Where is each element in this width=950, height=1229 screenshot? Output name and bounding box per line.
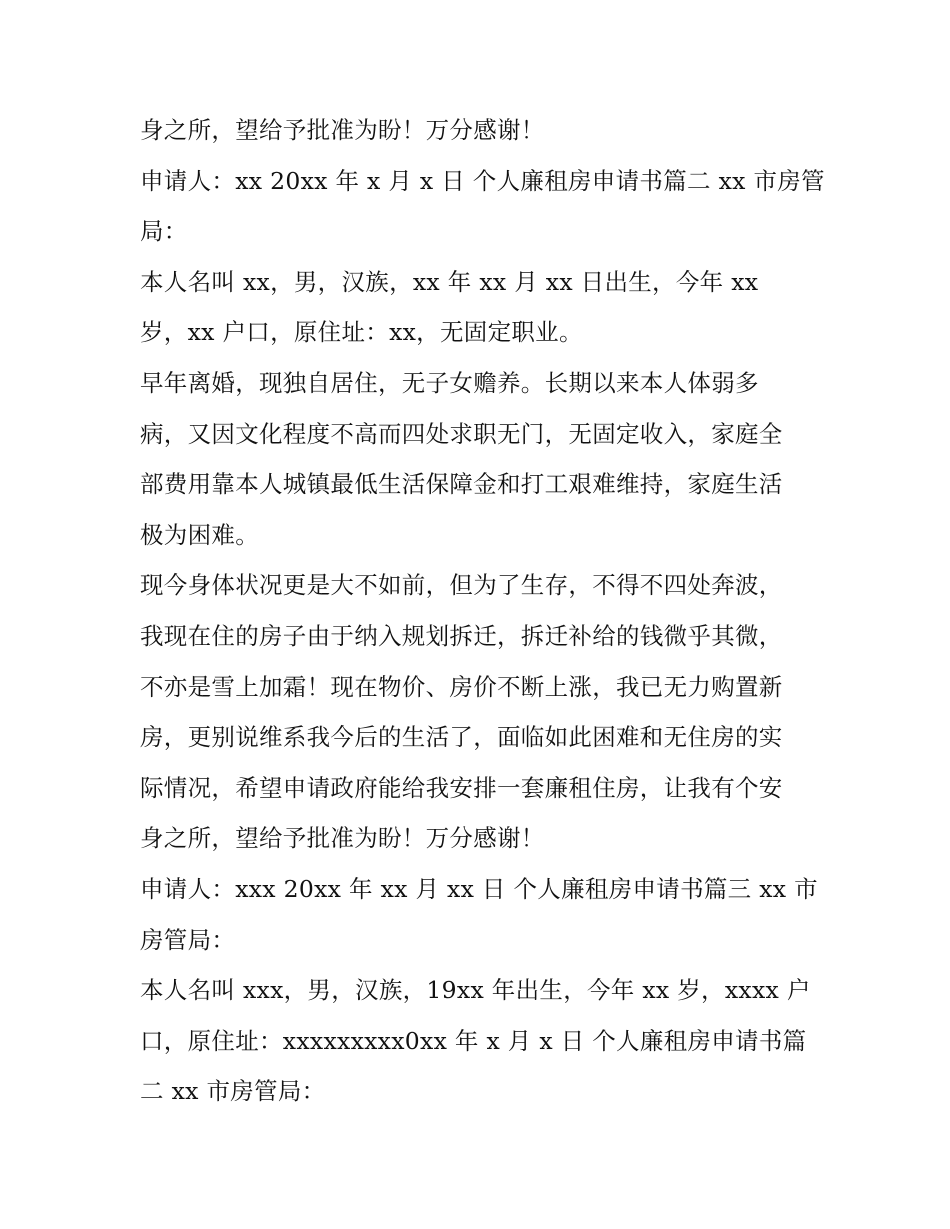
text-line: 本人名叫 xxx，男，汉族，19xx 年出生，今年 xx 岁，xxxx 户: [140, 976, 811, 1005]
text-line: 申请人：xx 20xx 年 x 月 x 日 个人廉租房申请书篇二 xx 市房管: [140, 166, 825, 195]
text-line: 局：: [140, 217, 188, 246]
text-line: 申请人：xxx 20xx 年 xx 月 xx 日 个人廉租房申请书篇三 xx 市: [140, 874, 818, 903]
text-line: 不亦是雪上加霜！现在物价、房价不断上涨，我已无力购置新: [140, 672, 783, 701]
text-line: 岁，xx 户口，原住址：xx，无固定职业。: [140, 318, 583, 347]
text-line: 本人名叫 xx，男，汉族，xx 年 xx 月 xx 日出生，今年 xx: [140, 267, 759, 296]
text-line: 部费用靠本人城镇最低生活保障金和打工艰难维持，家庭生活: [140, 470, 783, 499]
text-line: 房，更别说维系我今后的生活了，面临如此困难和无住房的实: [140, 723, 783, 752]
text-line: 病，又因文化程度不高而四处求职无门，无固定收入，家庭全: [140, 419, 783, 448]
text-line: 身之所，望给予批准为盼！万分感谢！: [140, 824, 545, 853]
text-line: 早年离婚，现独自居住，无子女赡养。长期以来本人体弱多: [140, 368, 759, 397]
text-line: 我现在住的房子由于纳入规划拆迁，拆迁补给的钱微乎其微，: [140, 621, 783, 650]
text-line: 二 xx 市房管局：: [140, 1077, 326, 1106]
text-line: 身之所，望给予批准为盼！万分感谢！: [140, 116, 545, 144]
text-line: 际情况，希望申请政府能给我安排一套廉租住房，让我有个安: [140, 773, 783, 802]
text-line: 房管局：: [140, 925, 236, 954]
text-line: 现今身体状况更是大不如前，但为了生存，不得不四处奔波，: [140, 571, 783, 600]
text-line: 口，原住址：xxxxxxxxx0xx 年 x 月 x 日 个人廉租房申请书篇: [140, 1026, 807, 1055]
text-line: 极为困难。: [140, 520, 259, 549]
document-body: [140, 105, 840, 1117]
